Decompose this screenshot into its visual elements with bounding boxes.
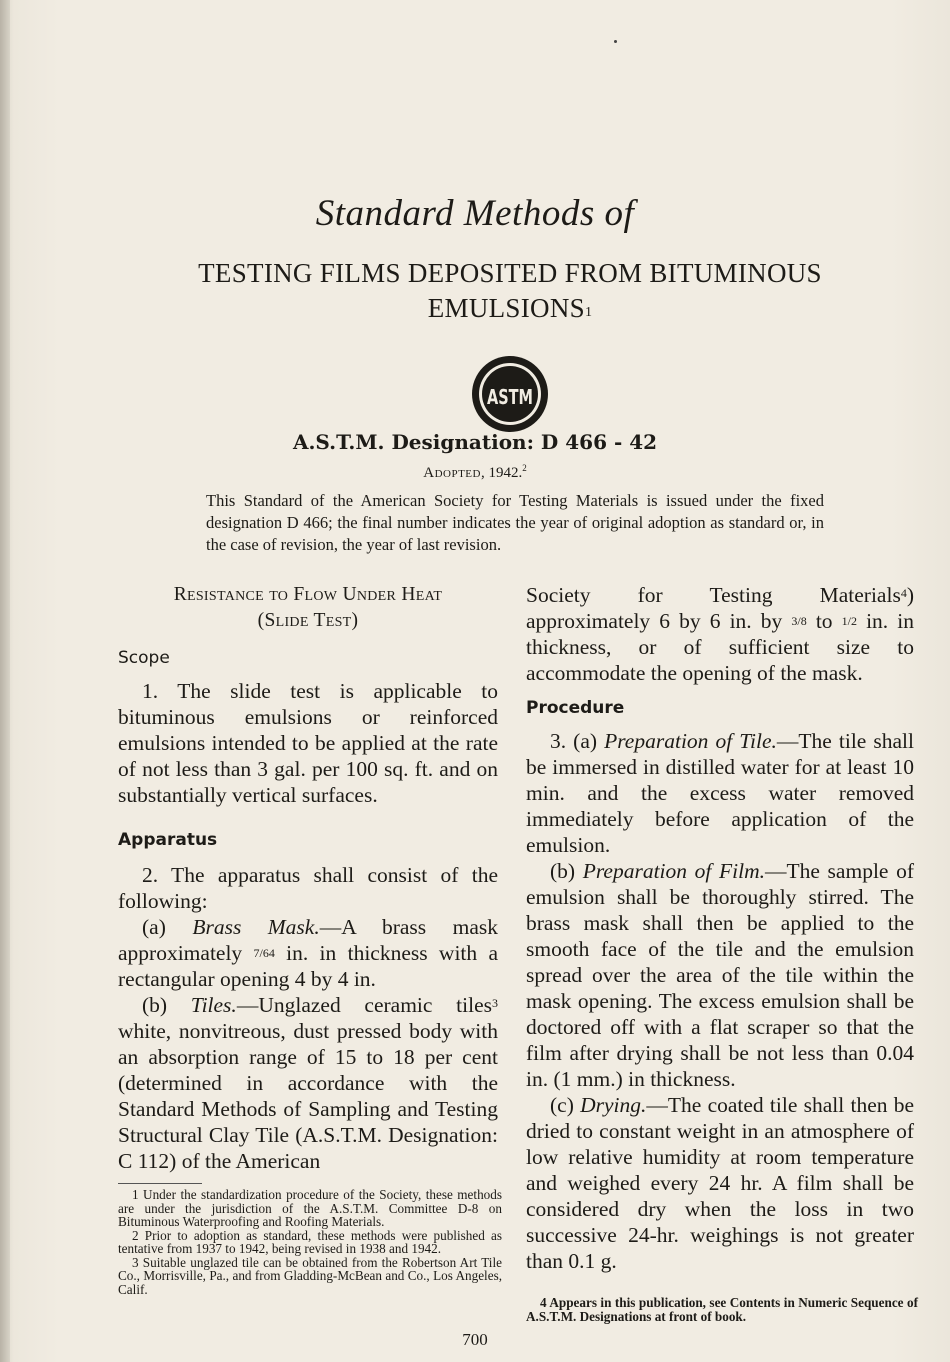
procedure-heading: Procedure bbox=[526, 698, 625, 718]
prep-tile-paragraph: 3. (a) Preparation of Tile.—The tile shall be immersed in distilled water for at least 10 min. and the excess water removed immediately before application of the emulsion. bbox=[526, 729, 914, 857]
footnote-rule bbox=[118, 1183, 202, 1184]
main-title-line-1: TESTING FILMS DEPOSITED FROM BITUMINOUS bbox=[198, 258, 822, 288]
footnote-ref-3: 3 bbox=[492, 996, 498, 1010]
left-column bbox=[118, 582, 498, 1174]
speck bbox=[614, 40, 617, 43]
apparatus-intro: 2. The apparatus shall consist of the following: bbox=[118, 863, 498, 913]
footnote-3: 3 Suitable unglazed tile can be obtained from the Robertson Art Tile Co., Morrisville, Pa., and from Gladding-McBean and Co., Los Angeles, Calif. bbox=[118, 1254, 502, 1297]
brass-mask-paragraph: (a) Brass Mask.—A brass mask approximately $^{7/64}$ in. in thickness with a rectangular opening 4 by 4 in. bbox=[118, 915, 498, 991]
right-column bbox=[526, 582, 914, 1274]
drying-paragraph: (c) Drying.—The coated tile shall then be dried to constant weight in an atmosphere of low relative humidity at room temperature and weighed every 24 hr. A film shall be considered dry when the loss in two successive 24-hr. weighings is not greater than 0.1 g. bbox=[526, 1093, 915, 1273]
designation: A.S.T.M. Designation: D 466 - 42 bbox=[292, 430, 658, 454]
footnotes-right bbox=[526, 1296, 918, 1323]
footnote-ref-4: 4 bbox=[900, 586, 907, 600]
fraction: 3/8 bbox=[791, 614, 807, 628]
page-number: 700 bbox=[462, 1330, 488, 1349]
tiles-continuation: Society for Testing Materials$^4$) approximately 6 by 6 in. by $^{3/8}$ to $^{1/2}$ in. in thickness, or of sufficient size to accommodate the opening of the mask. bbox=[526, 583, 914, 685]
tiles-paragraph: (b) Tiles.—Unglazed ceramic tiles$^3$ white, nonvitreous, dust pressed body with an absorption range of 15 to 18 per cent (determined in accordance with the Standard Methods of Sampling and Testing Structural Clay Tile (A.S.T.M. Designation: C 112) of the American bbox=[118, 993, 498, 1173]
fraction: 7/64 bbox=[253, 946, 275, 960]
footnotes-left bbox=[118, 1183, 502, 1296]
footnote-4: 4 Appears in this publication, see Contents in Numeric Sequence of A.S.T.M. Designations at front of book. bbox=[526, 1295, 918, 1324]
section-title: Resistance to Flow Under Heat bbox=[173, 584, 443, 605]
main-title-line-2: EMULSIONS$^1$ bbox=[427, 293, 593, 323]
main-title bbox=[110, 256, 910, 326]
footnote-2: 2 Prior to adoption as standard, these methods were published as tentative from 1937 to 1942, being revised in 1938 and 1942. bbox=[118, 1227, 502, 1256]
apparatus-heading: Apparatus bbox=[118, 830, 218, 850]
footnote-ref-1: 1 bbox=[584, 305, 593, 320]
adopted-line: Adopted, 1942.$^2$ bbox=[423, 463, 527, 481]
fraction: 1/2 bbox=[841, 614, 857, 628]
scope-paragraph: 1. The slide test is applicable to bituminous emulsions or reinforced emulsions intended to be applied at the rate of not less than 3 gal. per 100 sq. ft. and on substantially vertical surfaces. bbox=[118, 679, 498, 807]
prep-film-paragraph: (b) Preparation of Film.—The sample of emulsion shall be thoroughly stirred. The brass mask shall then be applied to the smooth face of the tile and the emulsion spread over the area of the tile within the mask opening. The excess emulsion shall be doctored off with a flat scraper so that the film after drying shall be not less than 0.04 in. (1 mm.) in thickness. bbox=[526, 859, 914, 1091]
section-subtitle: (Slide Test) bbox=[257, 610, 359, 631]
footnote-ref-2: 2 bbox=[522, 463, 527, 473]
script-title: Standard Methods of bbox=[315, 193, 635, 234]
standard-notice: This Standard of the American Society for Testing Materials is issued under the fixed designation D 466; the final number indicates the year of original adoption as standard or, in the case of revision, the year of last revision. bbox=[206, 491, 824, 554]
astm-logo-icon bbox=[470, 354, 550, 434]
footnote-1: 1 Under the standardization procedure of the Society, these methods are under the jurisdiction of the A.S.T.M. Committee D-8 on Bituminous Waterproofing and Roofing Materials. bbox=[118, 1187, 502, 1229]
logo-text: ASTM bbox=[487, 385, 533, 409]
scope-heading: Scope bbox=[118, 648, 170, 668]
